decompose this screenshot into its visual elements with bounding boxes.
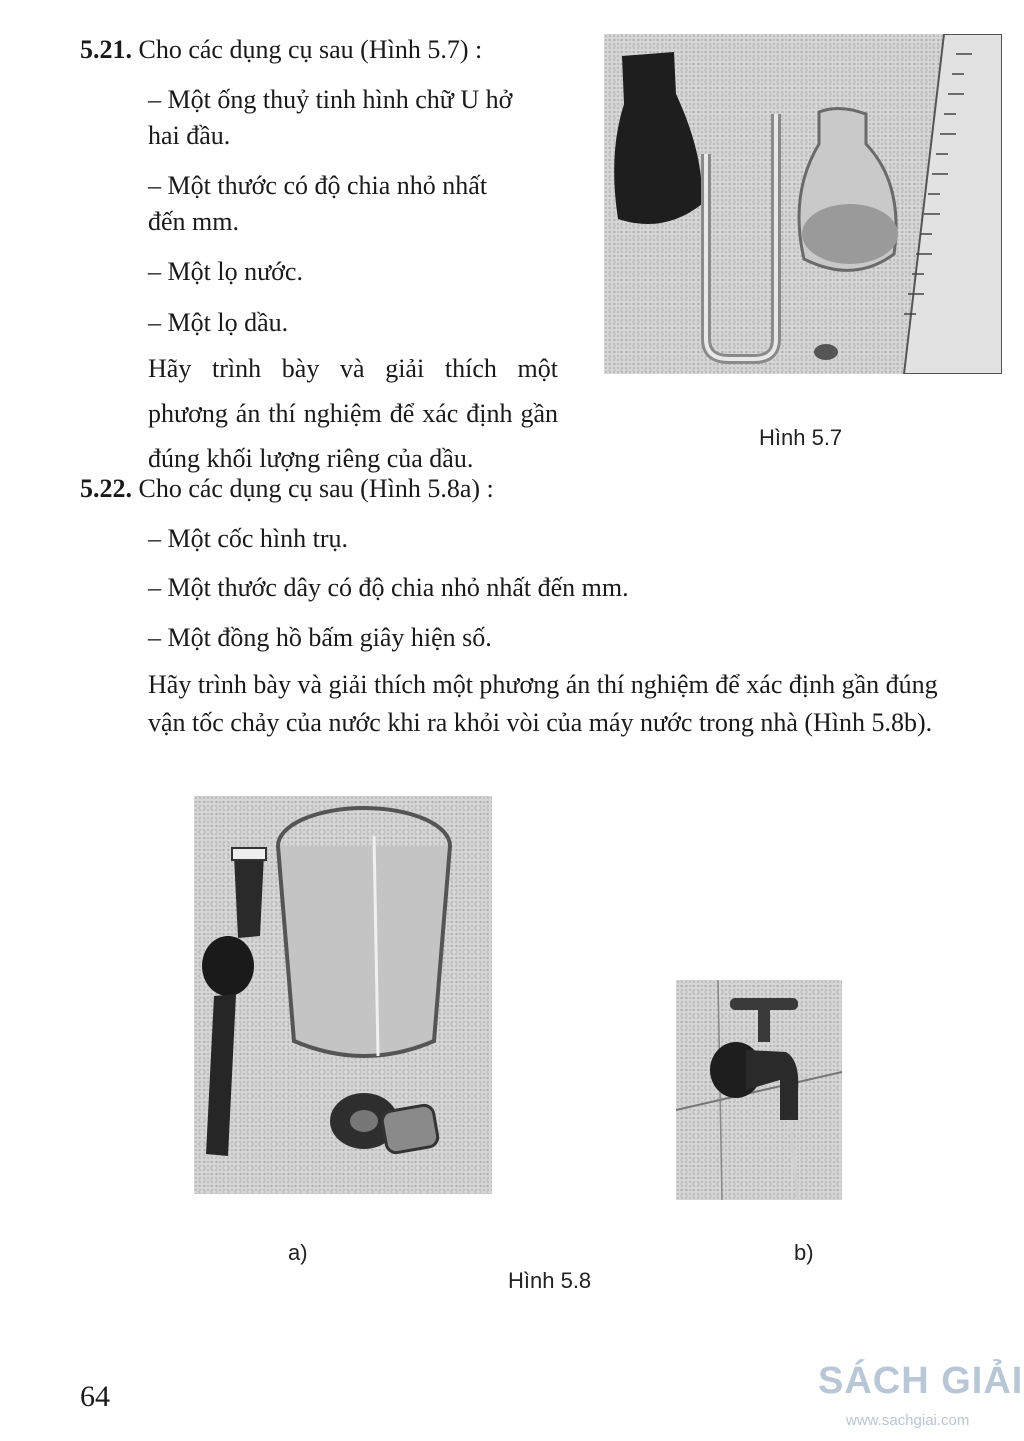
lab-equipment-illustration: [604, 34, 1002, 374]
list-item: – Một thước có độ chia nhỏ nhất: [148, 171, 488, 200]
list-item-continuation: đến mm.: [148, 207, 239, 236]
exercise-number: 5.22.: [80, 474, 132, 503]
figure-5-8-caption: Hình 5.8: [508, 1268, 592, 1293]
watermark-url: www.sachgiai.com: [846, 1412, 970, 1429]
figure-5-8b-photo: [676, 980, 842, 1200]
list-item-continuation: hai đầu.: [148, 121, 231, 150]
figure-5-8b-label: b): [794, 1240, 814, 1265]
list-item: – Một đồng hồ bấm giây hiện số.: [148, 623, 492, 652]
exercise-number: 5.21.: [80, 35, 132, 64]
exercise-task: Hãy trình bày và giải thích một phương án thí nghiệm để xác định gần đúng khối lượng riêng của dầu.: [148, 354, 558, 473]
list-item: – Một ống thuỷ tinh hình chữ U hở: [148, 85, 513, 114]
exercise-task-line: vận tốc chảy của nước khi ra khỏi vòi của máy nước trong nhà (Hình 5.8b).: [148, 708, 933, 737]
list-item: – Một lọ dầu.: [148, 308, 289, 337]
list-item: – Một thước dây có độ chia nhỏ nhất đến mm.: [148, 573, 629, 602]
figure-5-7-photo: [604, 34, 1002, 374]
water-tap-illustration: [676, 980, 842, 1200]
list-item: – Một cốc hình trụ.: [148, 524, 349, 553]
list-item: – Một lọ nước.: [148, 257, 303, 286]
exercise-intro: Cho các dụng cụ sau (Hình 5.7) :: [138, 35, 483, 64]
watch-cup-tape-illustration: [194, 796, 492, 1194]
exercise-5-21-heading: [80, 33, 482, 67]
exercise-5-22-heading: [80, 472, 494, 506]
page-number: 64: [80, 1380, 110, 1413]
figure-5-8a-photo: [194, 796, 492, 1194]
exercise-task-line: Hãy trình bày và giải thích một phương án thí nghiệm để xác định gần đúng: [148, 670, 938, 699]
figure-5-8a-label: a): [288, 1240, 308, 1265]
figure-5-7-caption: Hình 5.7: [759, 425, 843, 450]
watermark-logo: SÁCH GIẢI: [818, 1360, 1024, 1402]
exercise-intro: Cho các dụng cụ sau (Hình 5.8a) :: [138, 474, 494, 503]
